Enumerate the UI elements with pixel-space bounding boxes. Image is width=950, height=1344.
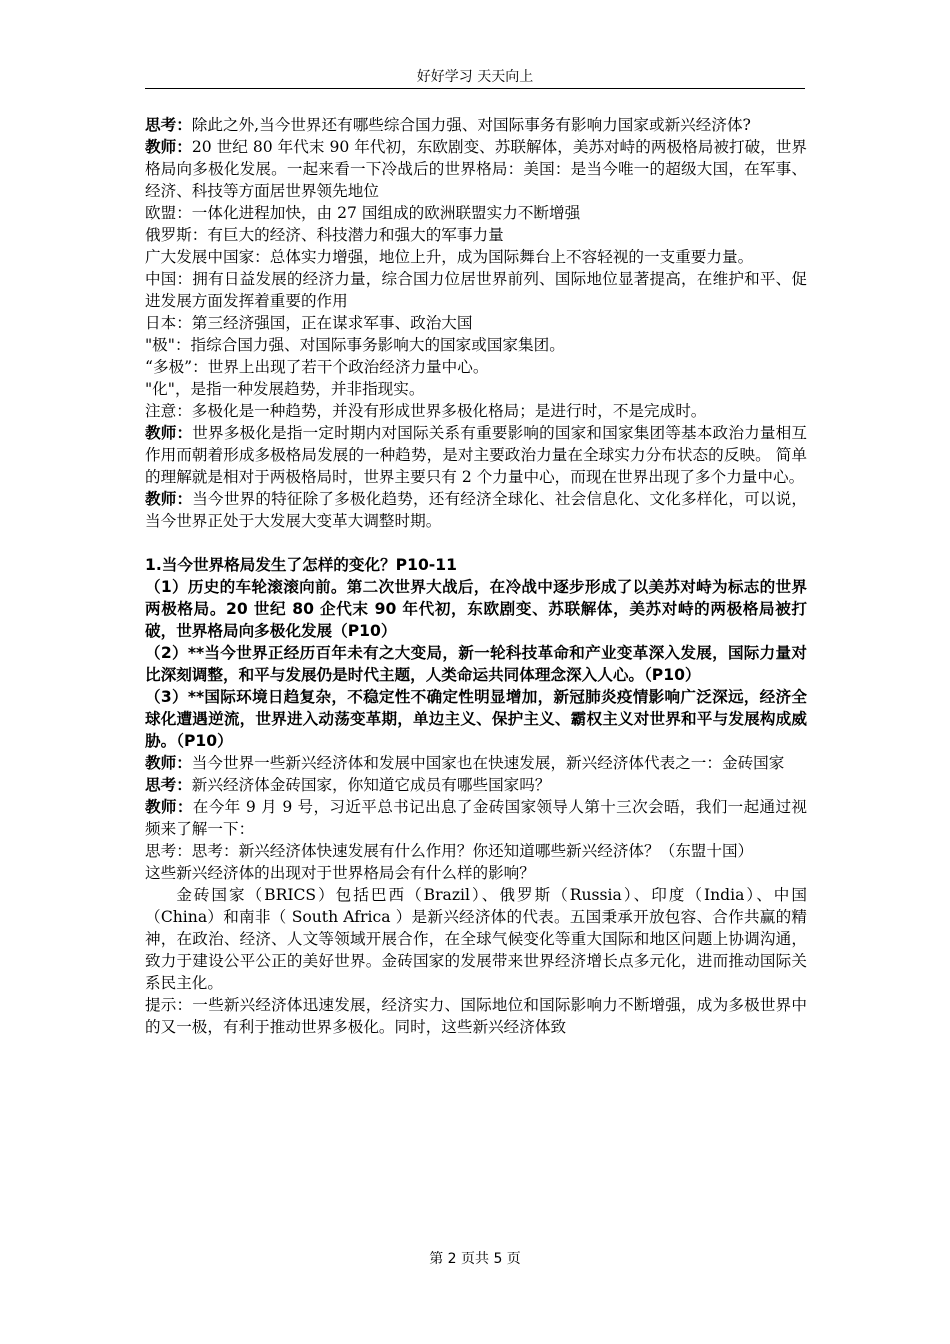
page-footer: 第 2 页共 5 页 xyxy=(429,1251,521,1267)
paragraph-brics: 金砖国家（BRICS）包括巴西（Brazil）、俄罗斯（Russia）、印度（India）、中国 （China）和南非（ South Africa ）是新兴经济体的代表。五国秉承开放包容、合作共赢的精神，在政治、经济、人文等领域开展合作，在全球气候变化等重大国际和地区问题上协调沟通，致力于建设公平公正的美好世界。金砖国家的发展带来世界经济增长点多元化，进而推动国际关系民主化。 xyxy=(145,886,807,992)
answer-point-3: （3）**国际环境日趋复杂，不稳定性不确定性明显增加，新冠肺炎疫情影响广泛深远，经济全球化遭遇逆流，世界进入动荡变革期，单边主义、保护主义、霸权主义对世界和平与发展构成威胁。（P10） xyxy=(145,688,807,750)
speaker-label: 教师： xyxy=(145,424,193,442)
paragraph-pole: "极"：指综合国力强、对国际事务影响大的国家或国家集团。 xyxy=(145,336,565,354)
paragraph-developing: 广大发展中国家：总体实力增强，地位上升，成为国际舞台上不容轻视的一支重要力量。 xyxy=(145,248,754,266)
paragraph-text: 新兴经济体金砖国家，你知道它成员有哪些国家吗？ xyxy=(191,776,551,794)
paragraph-teacher-5 xyxy=(145,796,807,840)
paragraph-note: 注意：多极化是一种趋势，并没有形成世界多极化格局；是进行时，不是完成时。 xyxy=(145,402,707,420)
paragraph-teacher-2 xyxy=(145,422,807,488)
paragraph-russia: 俄罗斯：有巨大的经济、科技潜力和强大的军事力量 xyxy=(145,226,504,244)
speaker-label: 教师： xyxy=(145,798,193,816)
answer-point-1: （1）历史的车轮滚滚向前。第二次世界大战后，在冷战中逐步形成了以美苏对峙为标志的世界两极格局。20 世纪 80 企代末 90 年代初，东欧剧变、苏联解体，美苏对峙的两极格局被打破，世界格局向多极化发展（P10） xyxy=(145,578,807,640)
question-heading: 1.当今世界格局发生了怎样的变化？P10-11 xyxy=(145,556,457,574)
paragraph-text: 20 世纪 80 年代末 90 年代初，东欧剧变、苏联解体，美苏对峙的两极格局被打破，世界格局向多极化发展。一起来看一下冷战后的世界格局：美国：是当今唯一的超级大国，在军事、经济、科技等方面居世界领先地位 xyxy=(145,138,807,200)
paragraph-teacher-3 xyxy=(145,488,807,532)
paragraph-multipole: “多极”：世界上出现了若干个政治经济力量中心。 xyxy=(145,358,489,376)
speaker-label: 教师： xyxy=(145,138,192,156)
speaker-label: 教师： xyxy=(145,490,193,508)
paragraph-think-3: 思考：思考：新兴经济体快速发展有什么作用？你还知道哪些新兴经济体？（东盟十国） xyxy=(145,842,754,860)
paragraph-text: 世界多极化是指一定时期内对国际关系有重要影响的国家和国家集团等基本政治力量相互作用而朝着形成多极格局发展的一种趋势，是对主要政治力量在全球实力分布状态的反映。 简单的理解就是相对于两极格局时，世界主要只有 2 个力量中心，而现在世界出现了多个力量中心。 xyxy=(145,424,807,486)
paragraph-think-2 xyxy=(145,774,807,796)
paragraph-hint: 提示：一些新兴经济体迅速发展，经济实力、国际地位和国际影响力不断增强，成为多极世界中的又一极，有利于推动世界多极化。同时，这些新兴经济体致 xyxy=(145,996,807,1036)
page-header: 好好学习 天天向上 xyxy=(416,69,534,85)
speaker-label: 思考： xyxy=(145,116,192,134)
paragraph-china: 中国：拥有日益发展的经济力量，综合国力位居世界前列、国际地位显著提高，在维护和平、促进发展方面发挥着重要的作用 xyxy=(145,270,807,310)
answer-point-2: （2）**当今世界正经历百年未有之大变局，新一轮科技革命和产业变革深入发展，国际力量对比深刻调整，和平与发展仍是时代主题，人类命运共同体理念深入人心。（P10） xyxy=(145,644,807,684)
header-divider xyxy=(145,88,805,89)
paragraph-teacher-1 xyxy=(145,136,807,202)
paragraph-text: 除此之外,当今世界还有哪些综合国力强、对国际事务有影响力国家或新兴经济体? xyxy=(191,116,751,134)
paragraph-think-1 xyxy=(145,114,807,136)
paragraph-hua: "化"，是指一种发展趋势，并非指现实。 xyxy=(145,380,425,398)
spacer xyxy=(145,532,807,554)
paragraph-question: 这些新兴经济体的出现对于世界格局会有什么样的影响？ xyxy=(145,864,535,882)
paragraph-text: 当今世界一些新兴经济体和发展中国家也在快速发展，新兴经济体代表之一：金砖国家 xyxy=(191,754,785,772)
paragraph-text: 当今世界的特征除了多极化趋势，还有经济全球化、社会信息化、文化多样化，可以说，当今世界正处于大发展大变革大调整时期。 xyxy=(145,490,807,530)
paragraph-text: 在今年 9 月 9 号，习近平总书记出息了金砖国家领导人第十三次会晤，我们一起通过视频来了解一下： xyxy=(145,798,807,838)
document-body xyxy=(145,114,807,1038)
paragraph-japan: 日本：第三经济强国，正在谋求军事、政治大国 xyxy=(145,314,473,332)
speaker-label: 思考： xyxy=(145,776,192,794)
speaker-label: 教师： xyxy=(145,754,192,772)
paragraph-teacher-4 xyxy=(145,752,807,774)
paragraph-eu: 欧盟：一体化进程加快，由 27 国组成的欧洲联盟实力不断增强 xyxy=(145,204,581,222)
